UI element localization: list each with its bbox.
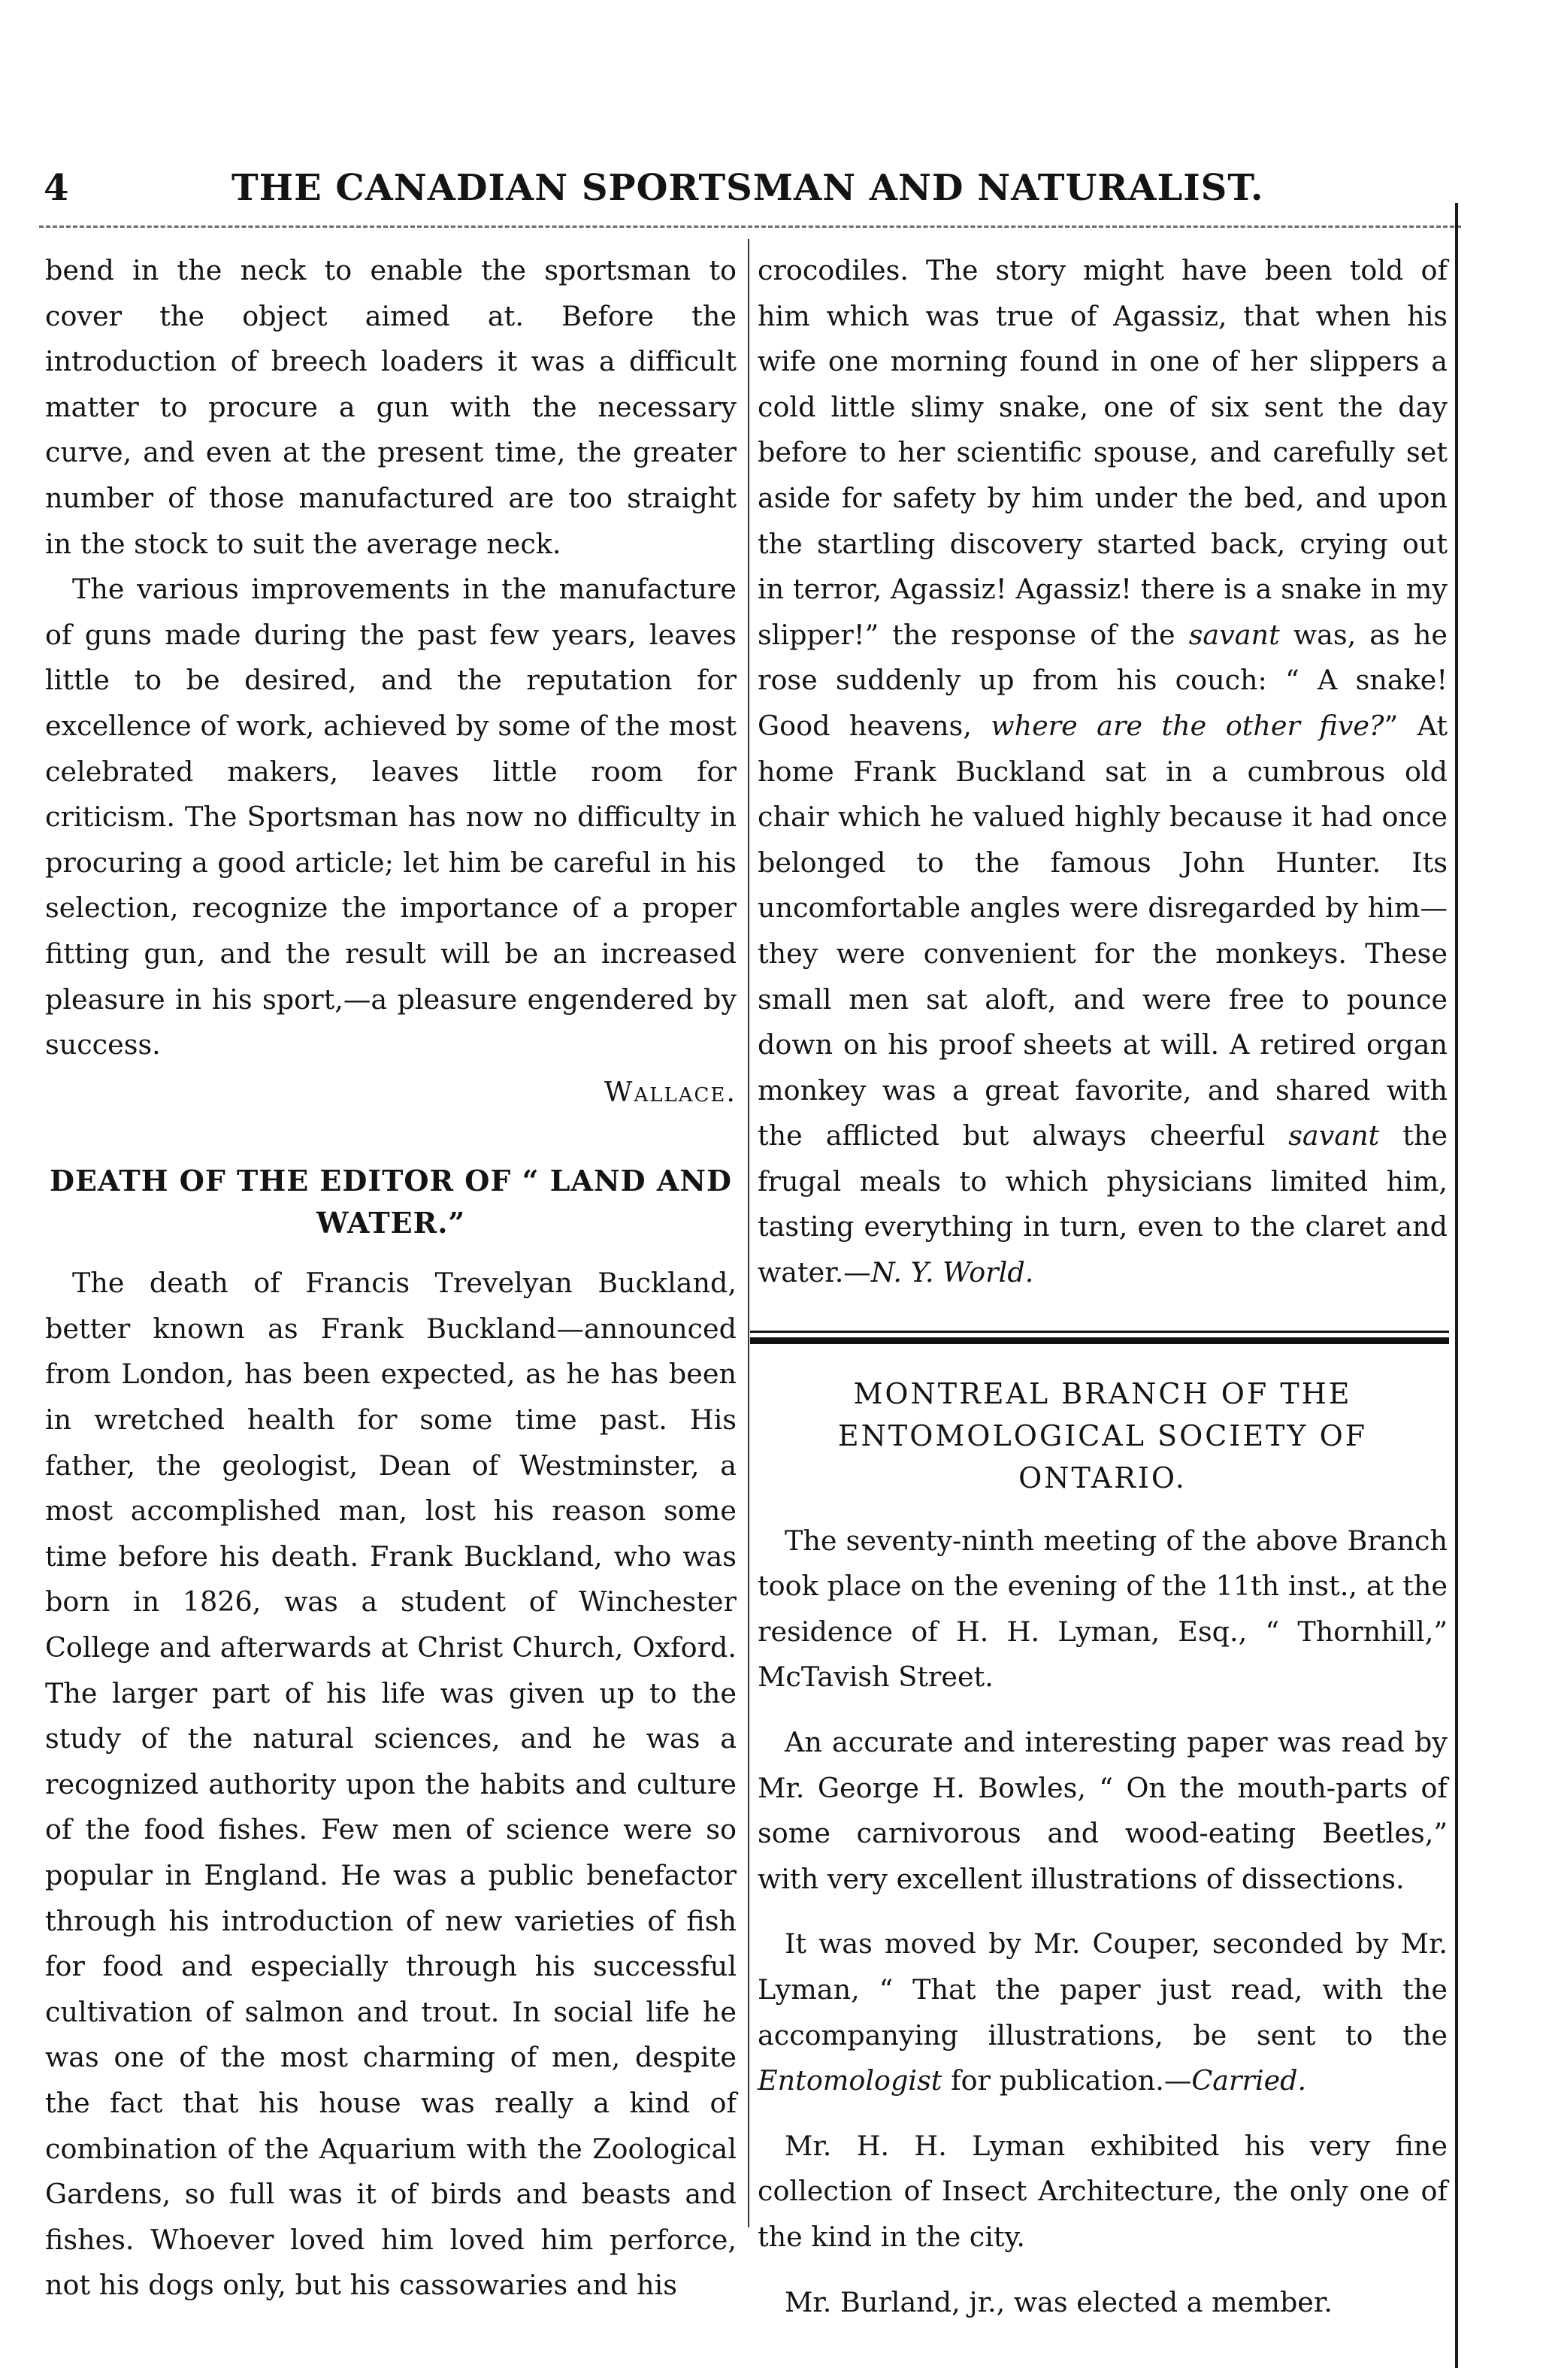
- text-run: It was moved by Mr. Couper, seconded by Mr. Lyman, “ That the paper just read, with the accompanying illustrations, be sent to the: [758, 1927, 1448, 2051]
- author-signature: Wallace.: [604, 1075, 737, 1108]
- column-divider: [748, 239, 749, 2227]
- text-run: crocodiles. The story might have been told of him which was true of Agassiz, that when his wife one morning found in one of her slippers a cold little slimy snake, one of six sent the day before to her scientific spouse, and carefully set aside for safety by him under the bed, and upon the startling discovery started back, crying out in terror, Agassiz! Agassiz! there is a snake in my slipper!” the response of the: [758, 254, 1448, 651]
- source-citation: N. Y. World.: [870, 1256, 1034, 1289]
- header-rule: [39, 226, 1461, 228]
- article-heading-montreal-branch: MONTREAL BRANCH OF THE ENTOMOLOGICAL SOCIETY OF ONTARIO.: [837, 1376, 1368, 1494]
- page-number: 4: [44, 167, 69, 209]
- section-rule-thin: [750, 1331, 1449, 1333]
- italic-carried: Carried.: [1191, 2064, 1307, 2097]
- text-run: was, as he rose suddenly up from his couch: “ A snake! Good heavens,: [758, 618, 1448, 742]
- article-heading-death-of-editor: DEATH OF THE EDITOR OF “ LAND AND WATER.”: [50, 1164, 732, 1240]
- text-run: ” At home Frank Buckland sat in a cumbrous old chair which he valued highly because it had once belonged to the famous John Hunter. Its uncomfortable angles were disregarded by him—they were convenient for the monkeys. These small men sat aloft, and were free to pounce down on his proof sheets at will. A retired organ monkey was a great favorite, and shared with the afflicted but always cheerful: [758, 709, 1448, 1152]
- text-run: for publication.—: [942, 2064, 1192, 2097]
- right-paragraph-5: Mr. H. H. Lyman exhibited his very fine collection of Insect Architecture, the only one of the kind in the city.: [758, 2129, 1448, 2253]
- italic-quote: where are the other five?: [991, 709, 1384, 742]
- running-head: THE CANADIAN SPORTSMAN AND NATURALIST.: [231, 167, 1264, 209]
- right-paragraph-2: The seventy-ninth meeting of the above Branch took place on the evening of the 11th inst., at the residence of H. H. Lyman, Esq., “ Thornhill,” McTavish Street.: [758, 1524, 1448, 1694]
- right-paragraph-6: Mr. Burland, jr., was elected a member.: [785, 2285, 1333, 2318]
- text-run: the frugal meals to which physicians limited him, tasting everything in turn, even to the claret and water.—: [758, 1119, 1448, 1289]
- left-paragraph-3: The death of Francis Trevelyan Buckland, better known as Frank Buckland—announced from London, has been expected, as he has been in wretched health for some time past. His father, the geologist, Dean of Westminster, a most accomplished man, lost his reason some time before his death. Frank Buckland, who was born in 1826, was a student of Winchester College and afterwards at Christ Church, Oxford. The larger part of his life was given up to the study of the natural sciences, and he was a recognized authority upon the habits and culture of the food fishes. Few men of science were so popular in England. He was a public benefactor through his introduction of new varieties of fish for food and especially through his successful cultivation of salmon and trout. In social life he was one of the most charming of men, despite the fact that his house was really a kind of combination of the Aquarium with the Zoological Gardens, so full was it of birds and beasts and fishes. Whoever loved him loved him perforce, not his dogs only, but his cassowaries and his: [45, 1267, 737, 2302]
- right-paragraph-4: [758, 1921, 1448, 2103]
- left-paragraph-1: bend in the neck to enable the sportsman to cover the object aimed at. Before the introduction of breech loaders it was a difficult matter to procure a gun with the necessary curve, and even at the present time, the greater number of those manufactured are too straight in the stock to suit the average neck.: [45, 254, 737, 560]
- italic-savant: savant: [1188, 618, 1280, 651]
- left-column: [45, 248, 737, 2309]
- right-column: [758, 248, 1448, 2325]
- section-rule-thick: [750, 1337, 1449, 1344]
- italic-savant: savant: [1288, 1119, 1380, 1152]
- left-paragraph-2: The various improvements in the manufacture of guns made during the past few years, leaves little to be desired, and the reputation for excellence of work, achieved by some of the most celebrated makers, leaves little room for criticism. The Sportsman has now no difficulty in procuring a good article; let him be careful in his selection, recognize the importance of a proper fitting gun, and the result will be an increased pleasure in his sport,—a pleasure engendered by success.: [45, 573, 737, 1061]
- page-edge-rule: [1455, 203, 1458, 2368]
- right-paragraph-3: An accurate and interesting paper was read by Mr. George H. Bowles, “ On the mouth-parts of some carnivorous and wood-eating Beetles,” with very excellent illustrations of dissections.: [758, 1726, 1448, 1895]
- right-paragraph-1: [758, 248, 1448, 1296]
- italic-journal-title: Entomologist: [758, 2064, 942, 2097]
